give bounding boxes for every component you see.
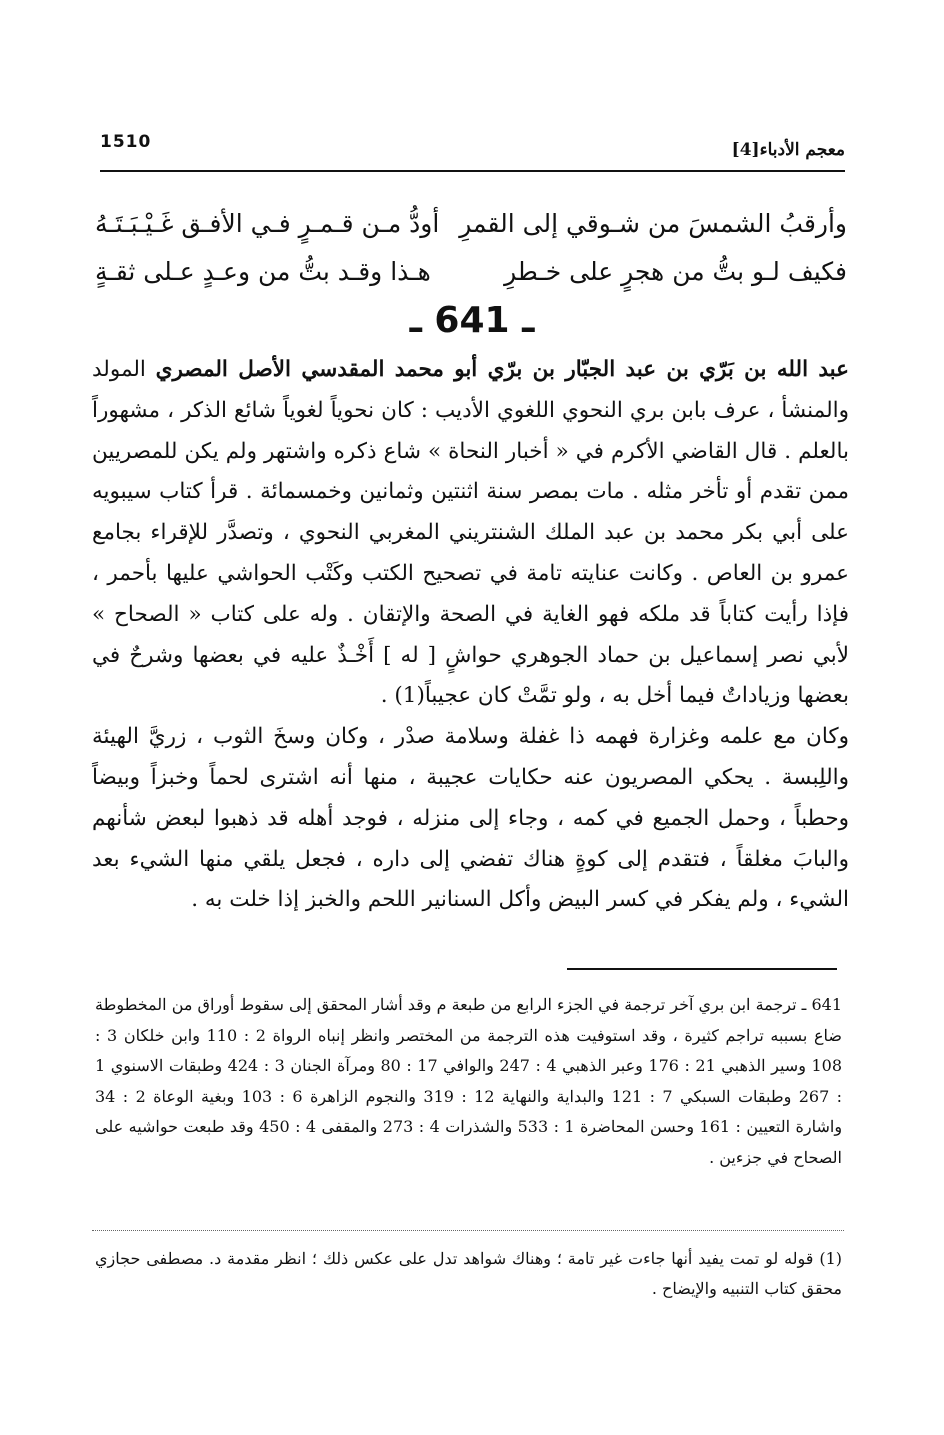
verse-second-hemistich: فكيف لـو بتُّ من هجرٍ على خـطرِ [504,257,847,286]
footnote-text: 641 ـ ترجمة ابن بري آخر ترجمة في الجزء الرابع من طبعة م وقد أشار المحقق إلى سقوط أوراق من المخطوطة ضاع بسببه تراجم كثيرة ، وقد استوفيت هذه الترجمة من المختصر وانظر إنباه الرواة 2 : 110 وابن خلكان 3 : 108 وسير الذهبي 21 : 176 وعبر الذهبي 4 : 247 والوافي 17 : 80 ومرآة الجنان 3 : 424 وطبقات الاسنوي 1 : 267 وطبقات السبكي 7 : 121 والبداية والنهاية 12 : 319 والنجوم الزاهرة 6 : 103 وبغية الوعاة 2 : 34 واشارة التعيين : 161 وحسن المحاضرة 1 : 533 والشذرات 4 : 273 والمقفى 4 : 450 وقد طبعت حواشيه على الصحاح في جزءين . [95,995,843,1167]
verse-second-hemistich: وأرقبُ الشمسَ من شـوقي إلى القمرِ [459,209,847,238]
footnote-1 [95,1244,842,1304]
paragraph: وكان مع علمه وغزارة فهمه ذا غفلة وسلامة صدْر ، وكان وسخَ الثوب ، زريَّ الهيئة واللِبسة . يحكي المصريون عنه حكايات عجيبة ، منها أنه اشترى لحماً وخبزاً وبيضاً وحطباً ، وحمل الجميع في كمه ، وجاء إلى منزله ، فوجد أهله قد ذهبوا لبعض شأنهم والبابَ مغلقاً ، فتقدم إلى كوةٍ هناك تفضي إلى داره ، فجعل يلقي منها الشيء بعد الشيء ، ولم يفكر في كسر البيض وأكل السنانير اللحم والخبز إذا خلت به . [92,724,849,913]
page-header [100,130,845,172]
subject-name: عبد الله بن بَرّي بن عبد الجبّار بن برّي أبو محمد المقدسي الأصل المصري [155,357,849,382]
page-number: 1510 [100,132,152,152]
poem-verses [95,200,847,296]
paragraph-text: المولد والمنشأ ، عرف بابن بري النحوي اللغوي الأديب : كان نحوياً لغوياً شائع الذكر ، مشهوراً بالعلم . قال القاضي الأكرم في « أخبار النحاة » شاع ذكره واشتهر ولم يكن للمصريين ممن تقدم أو تأخر مثله . مات بمصر سنة اثنتين وثمانين وخمسمائة . قرأ كتاب سيبويه على أبي بكر محمد بن عبد الملك الشنتريني المغربي النحوي ، وتصدَّر للإقراء بجامع عمرو بن العاص . وكانت عنايته تامة في تصحيح الكتب وكَتْب الحواشي عليها بأحمر ، فإذا رأيت كتاباً قد ملكه فهو الغاية في الصحة والإتقان . وله على كتاب « الصحاح » لأبي نصر إسماعيل بن حماد الجوهري حواشٍ [ له ] أَخْـذٌ عليه في بعضها وشرحٌ في بعضها وزياداتٌ فيما أخل به ، ولو تمَّتْ كان عجيباً(1) . [92,357,849,709]
book-title: معجم الأدباء[4] [731,140,845,160]
verse-line [95,200,847,248]
footnote-text: (1) قوله لو تمت يفيد أنها جاءت غير تامة ؛ وهناك شواهد تدل على عكس ذلك ؛ انظر مقدمة د. مصطفى حجازي محقق كتاب التنبيه والإيضاح . [95,1249,842,1298]
footnote-separator [567,968,837,970]
footnote-sources [95,990,842,1174]
verse-first-hemistich: أودُّ مـن قـمـرٍ فـي الأفـق غَـيْـبَـتَـهُ [95,209,440,238]
verse-line [95,248,847,296]
biography-text [92,350,849,921]
verse-first-hemistich: هـذا وقـد بتُّ من وعـدٍ عـلى ثقـةٍ [95,257,431,286]
paragraph [92,350,849,717]
dotted-divider [92,1230,844,1231]
entry-number: ـ 641 ـ [409,300,535,341]
